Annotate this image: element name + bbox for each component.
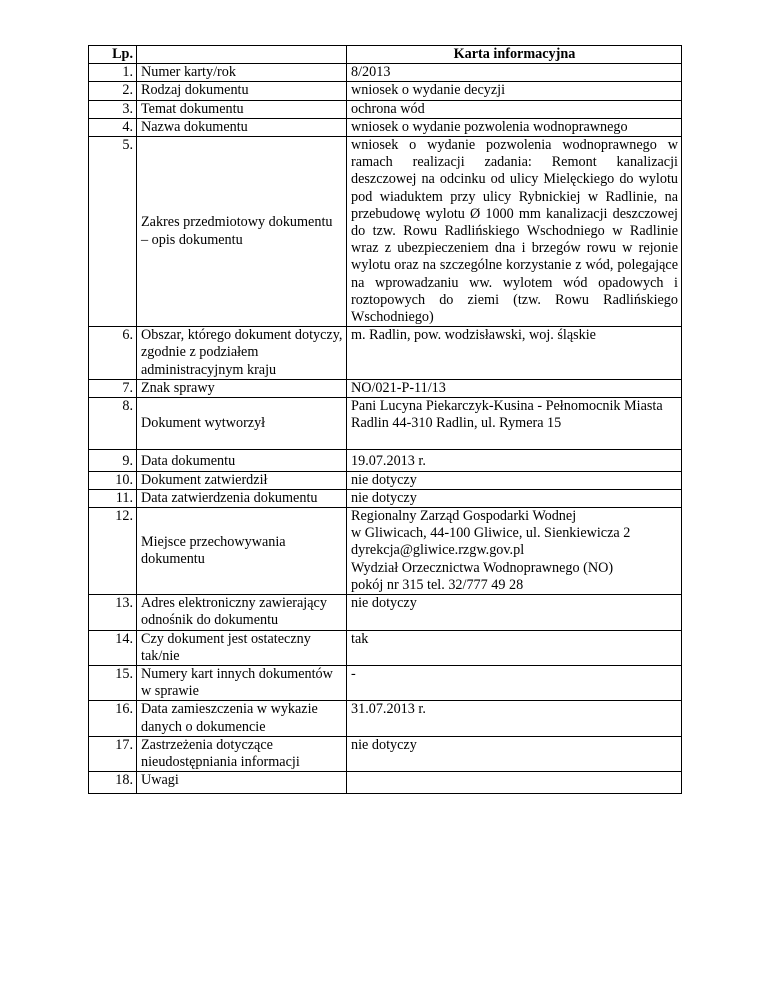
table-row [89, 64, 682, 82]
row-label: Dokument wytworzył [137, 398, 347, 450]
row-number: 12. [89, 508, 137, 595]
row-label: Data zatwierdzenia dokumentu [137, 489, 347, 507]
row-label: Znak sprawy [137, 379, 347, 397]
row-number: 11. [89, 489, 137, 507]
storage-location-value [347, 508, 682, 595]
row-number: 5. [89, 137, 137, 327]
row-value: nie dotyczy [347, 736, 682, 771]
row-number: 9. [89, 450, 137, 471]
row-label: Nazwa dokumentu [137, 118, 347, 136]
row-value: wniosek o wydanie pozwolenia wodnoprawnego [347, 118, 682, 136]
row-number: 10. [89, 471, 137, 489]
row-value: nie dotyczy [347, 489, 682, 507]
row-value: tak [347, 630, 682, 665]
row-number: 3. [89, 100, 137, 118]
card-number-value: 8/2013 [347, 64, 682, 82]
row-number: 4. [89, 118, 137, 136]
lp-header: Lp. [89, 46, 137, 64]
table-row [89, 450, 682, 471]
row-number: 18. [89, 772, 137, 794]
table-row [89, 327, 682, 380]
row-number: 6. [89, 327, 137, 380]
row-label: Obszar, którego dokument dotyczy, zgodnie z podziałem administracyjnym kraju [137, 327, 347, 380]
row-number: 2. [89, 82, 137, 100]
storage-line: Regionalny Zarząd Gospodarki Wodnej [351, 508, 577, 525]
case-number-value: NO/021-P-11/13 [347, 379, 682, 397]
row-number: 14. [89, 630, 137, 665]
header-label-cell [137, 46, 347, 64]
row-value: wniosek o wydanie decyzji [347, 82, 682, 100]
table-row [89, 595, 682, 630]
row-number: 1. [89, 64, 137, 82]
row-number: 7. [89, 379, 137, 397]
row-number: 17. [89, 736, 137, 771]
row-value: Pani Lucyna Piekarczyk-Kusina - Pełnomocnik Miasta Radlin 44-310 Radlin, ul. Rymera 15 [347, 398, 682, 450]
row-label: Numery kart innych dokumentów w sprawie [137, 665, 347, 700]
row-value: 31.07.2013 r. [347, 701, 682, 736]
row-label: Data zamieszczenia w wykazie danych o dokumencie [137, 701, 347, 736]
row-label: Rodzaj dokumentu [137, 82, 347, 100]
table-row [89, 379, 682, 397]
table-row [89, 772, 682, 794]
row-value: - [347, 665, 682, 700]
table-row [89, 118, 682, 136]
row-label: Dokument zatwierdził [137, 471, 347, 489]
table-row [89, 471, 682, 489]
row-label: Numer karty/rok [137, 64, 347, 82]
table-row [89, 630, 682, 665]
information-card-table [88, 45, 682, 794]
table-row [89, 489, 682, 507]
row-label: Zastrzeżenia dotyczące nieudostępniania informacji [137, 736, 347, 771]
document-description-value: wniosek o wydanie pozwolenia wodnoprawnego w ramach realizacji zadania: Remont kanalizacji deszczowej na odcinku od ulicy Mielęckiego do wylotu pod wiaduktem przy ulicy Rybnickiej w Radlinie, na przebudowę wylotu Ø 1000 mm kanalizacji deszczowej do tzw. Rowu Radlińskiego Wschodniego w Radlinie wraz z ubezpieczeniem dna i brzegów rowu w rejonie wylotu oraz na szczególne korzystanie z wód, polegające na wprowadzaniu ww. wylotem wód opadowych i roztopowych do ziemi (tzw. Rowu Radlińskiego Wschodniego) [347, 137, 682, 327]
table-row [89, 701, 682, 736]
table-row [89, 398, 682, 450]
row-value: 19.07.2013 r. [347, 450, 682, 471]
table-row [89, 665, 682, 700]
table-row [89, 137, 682, 327]
card-title: Karta informacyjna [347, 46, 682, 64]
row-label: Miejsce przechowywania dokumentu [137, 508, 347, 595]
row-value: ochrona wód [347, 100, 682, 118]
row-label: Temat dokumentu [137, 100, 347, 118]
storage-email: dyrekcja@gliwice.rzgw.gov.pl [351, 542, 525, 559]
row-label: Czy dokument jest ostateczny tak/nie [137, 630, 347, 665]
row-value: nie dotyczy [347, 595, 682, 630]
header-row [89, 46, 682, 64]
row-label: Uwagi [137, 772, 347, 794]
row-number: 13. [89, 595, 137, 630]
row-number: 15. [89, 665, 137, 700]
row-number: 8. [89, 398, 137, 450]
storage-line: w Gliwicach, 44-100 Gliwice, ul. Sienkiewicza 2 [351, 525, 631, 542]
row-label: Zakres przedmiotowy dokumentu – opis dokumentu [137, 137, 347, 327]
table-row [89, 508, 682, 595]
row-label: Adres elektroniczny zawierający odnośnik do dokumentu [137, 595, 347, 630]
remarks-value [347, 772, 682, 794]
table-row [89, 82, 682, 100]
storage-line: Wydział Orzecznictwa Wodnoprawnego (NO) [351, 559, 614, 576]
row-number: 16. [89, 701, 137, 736]
table-row [89, 736, 682, 771]
table-row [89, 100, 682, 118]
storage-line: pokój nr 315 tel. 32/777 49 28 [351, 576, 524, 593]
row-value: m. Radlin, pow. wodzisławski, woj. śląskie [347, 327, 682, 380]
row-value: nie dotyczy [347, 471, 682, 489]
row-label: Data dokumentu [137, 450, 347, 471]
